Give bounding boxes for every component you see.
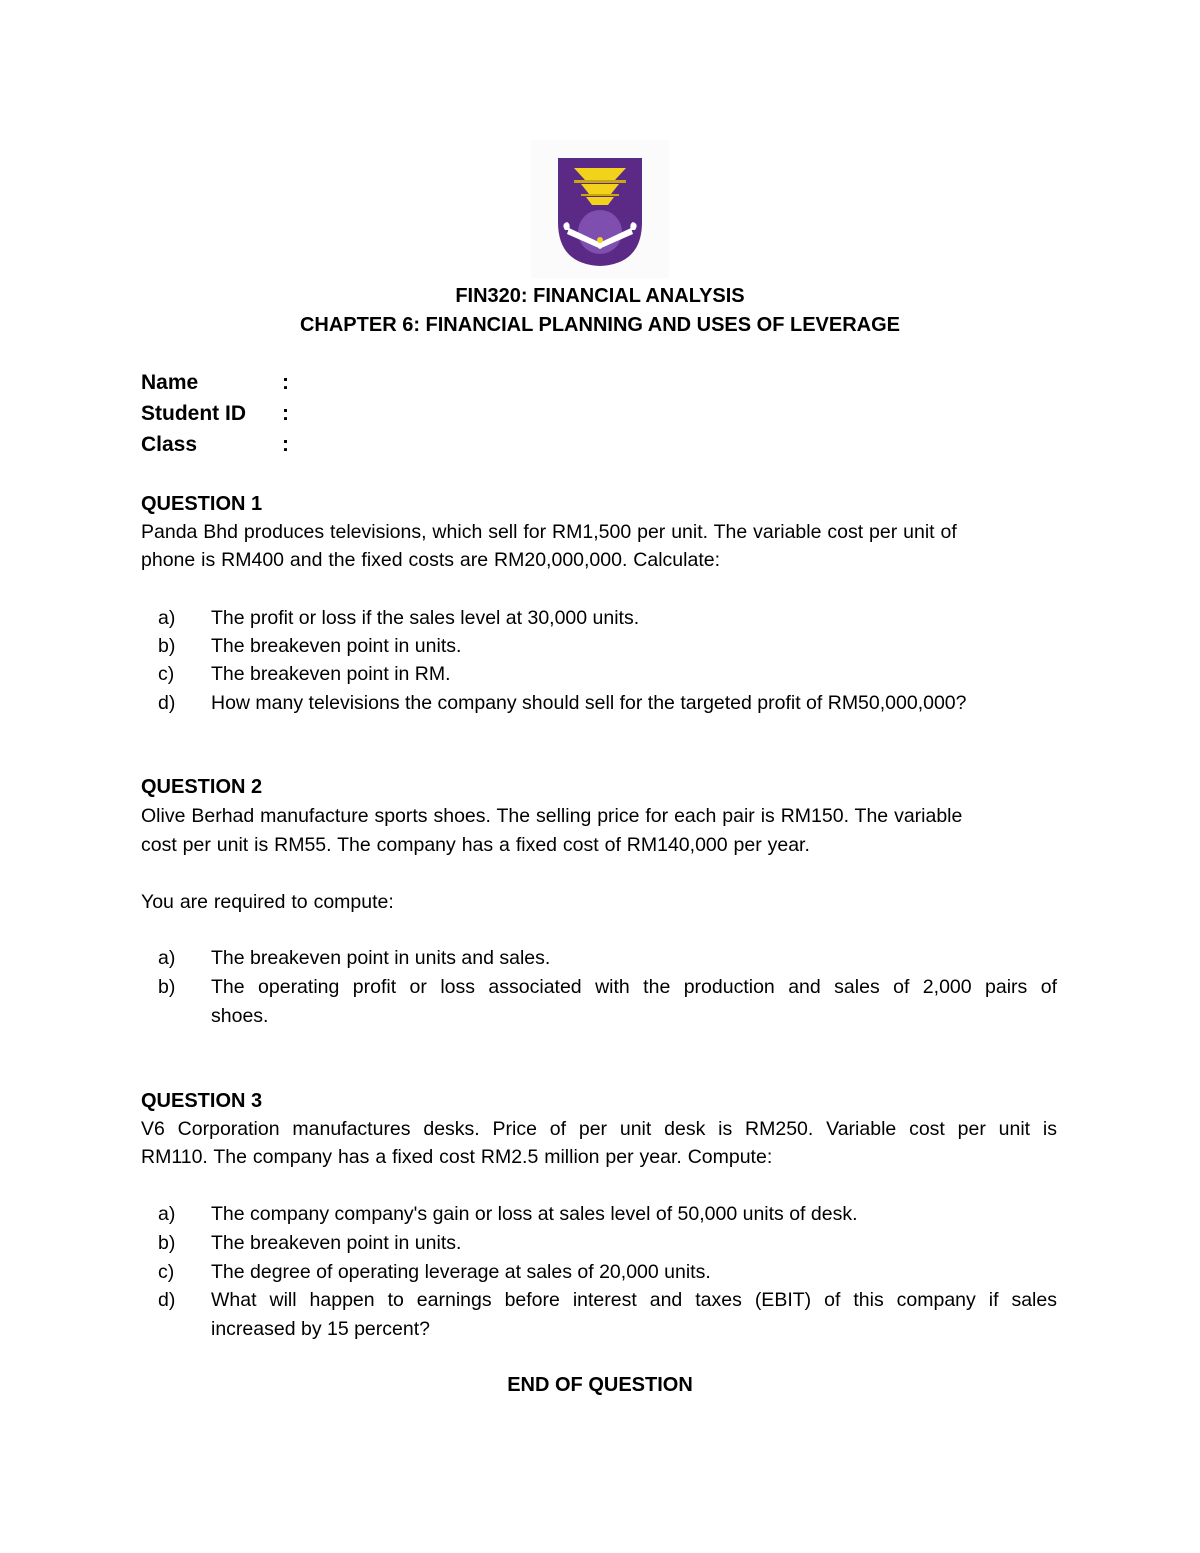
course-title: FIN320: FINANCIAL ANALYSIS [455,285,745,307]
question-2-instruction: You are required to compute: [141,891,394,913]
item-letter: d) [158,1289,176,1311]
item-letter: c) [158,1261,175,1283]
item-text: How many televisions the company should sell for the targeted profit of RM50,000,000? [211,692,967,714]
item-text: The breakeven point in units and sales. [211,947,551,969]
question-3-heading: QUESTION 3 [141,1090,263,1112]
question-2-intro-line: Olive Berhad manufacture sports shoes. The selling price for each pair is RM150. The variable [141,805,963,827]
item-letter: c) [158,663,175,685]
item-letter: b) [158,635,176,657]
field-label: Class [141,433,198,456]
question-1-intro-line: Panda Bhd produces televisions, which sell for RM1,500 per unit. The variable cost per unit of [141,521,957,543]
item-text: The company company's gain or loss at sales level of 50,000 units of desk. [211,1203,858,1225]
end-of-question: END OF QUESTION [507,1374,693,1396]
question-1-intro-line: phone is RM400 and the fixed costs are RM20,000,000. Calculate: [141,549,721,571]
field-name [141,368,441,398]
item-text: The breakeven point in RM. [211,663,451,685]
item-text: The degree of operating leverage at sales of 20,000 units. [211,1261,711,1283]
item-letter: d) [158,692,176,714]
list-item [158,1286,1057,1344]
chapter-title: CHAPTER 6: FINANCIAL PLANNING AND USES OF LEVERAGE [299,314,901,336]
question-3-intro-line: V6 Corporation manufactures desks. Price of per unit desk is RM250. Variable cost per unit is [141,1118,1057,1140]
question-2-heading: QUESTION 2 [141,776,263,798]
item-text: shoes. [211,1004,269,1027]
item-text: increased by 15 percent? [211,1317,430,1340]
field-student-id [141,399,441,429]
field-label: Name [141,371,199,394]
item-text: What will happen to earnings before interest and taxes (EBIT) of this company if sales [211,1289,1057,1311]
item-text: The breakeven point in units. [211,1232,462,1254]
item-text: The breakeven point in units. [211,635,462,657]
field-class [141,430,441,460]
item-text: The operating profit or loss associated with the production and sales of 2,000 pairs of [211,976,1057,998]
question-1-heading: QUESTION 1 [141,493,263,515]
item-letter: b) [158,1232,176,1254]
item-letter: a) [158,1203,176,1225]
question-2-intro-line: cost per unit is RM55. The company has a fixed cost of RM140,000 per year. [141,834,810,856]
field-colon: : [282,402,289,425]
item-text: The profit or loss if the sales level at 30,000 units. [211,607,640,629]
university-crest-icon [531,140,669,278]
item-letter: b) [158,976,176,998]
field-label: Student ID [141,402,246,425]
list-item [158,973,1057,1031]
item-letter: a) [158,947,176,969]
question-3-intro-line: RM110. The company has a fixed cost RM2.5 million per year. Compute: [141,1146,773,1168]
field-colon: : [282,371,289,394]
field-colon: : [282,433,289,456]
item-letter: a) [158,607,176,629]
